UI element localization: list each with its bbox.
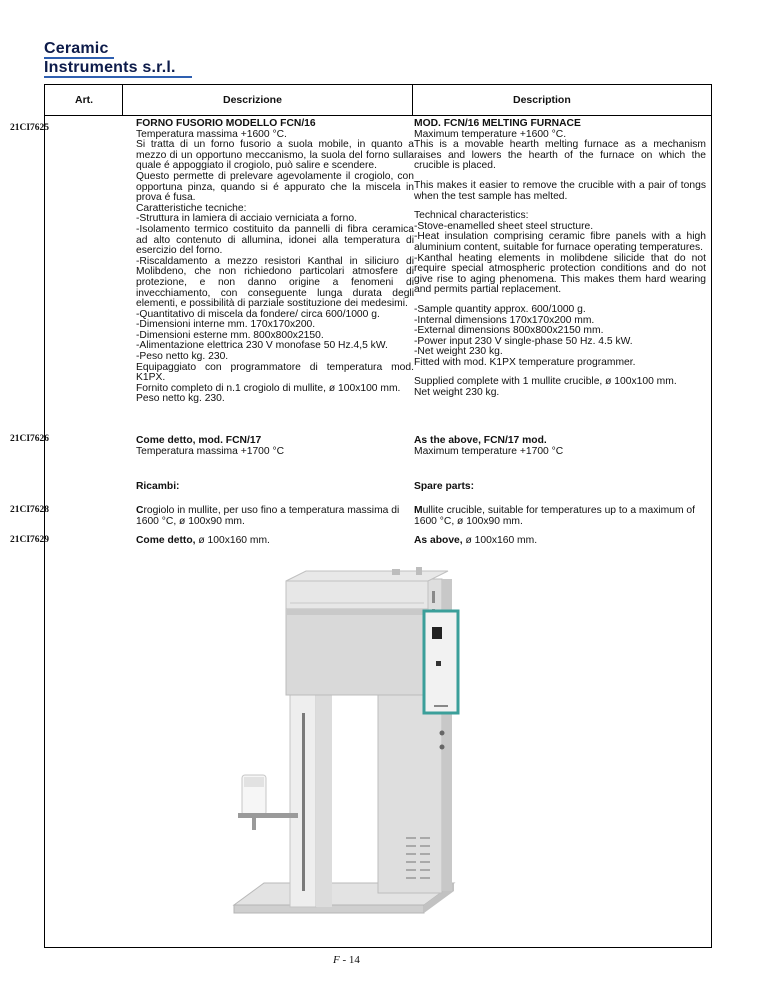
item-title: FORNO FUSORIO MODELLO FCN/16 <box>136 118 316 129</box>
row-2-descrizione <box>136 436 414 457</box>
text-paragraph: Supplied complete with 1 mullite crucible, ø 100x100 mm. <box>414 376 677 388</box>
text-paragraph: This makes it easier to remove the crucible with a pair of tongs when the test sample has melted. <box>414 179 706 202</box>
text-paragraph: Equipaggiato con programmatore di temperatura mod. K1PX. <box>136 361 414 384</box>
text-line: -Power input 230 V single-phase 50 Hz. 4.5 kW. <box>414 335 633 347</box>
art-code: 21CI7625 <box>10 123 50 133</box>
text-line: Temperatura massima +1600 °C. <box>136 128 287 140</box>
art-code: 21CI7629 <box>10 535 50 545</box>
text-line: Caratteristiche tecniche: <box>136 202 247 214</box>
item-title: As the above, FCN/17 mod. <box>414 435 547 446</box>
row-2-description <box>414 436 706 457</box>
text-line: -Peso netto kg. 230. <box>136 351 229 363</box>
furnace-photo <box>228 565 462 925</box>
text-line: Fitted with mod. K1PX temperature programmer. <box>414 356 636 368</box>
text-paragraph: rogiolo in mullite, per uso fino a temperatura massima di 1600 °C, ø 100x90 mm. <box>136 505 400 527</box>
text-line: -Dimensioni esterne mm. 800x800x2150. <box>136 329 324 341</box>
text-line: Maximum temperature +1600 °C. <box>414 128 567 140</box>
row-3-descrizione <box>136 506 414 527</box>
section-heading: Ricambi: <box>136 481 180 492</box>
text-paragraph: -Isolamento termico costituito da pannelli di fibra ceramica ad alto contenuto di allumina, idonei alla temperatura di esercizio del forno. <box>136 223 414 257</box>
item-title: MOD. FCN/16 MELTING FURNACE <box>414 118 581 129</box>
text-paragraph: ullite crucible, suitable for temperatures up to a maximum of 1600 °C, ø 100x90 mm. <box>414 505 695 527</box>
art-code: 21CI7626 <box>10 434 50 444</box>
row-1-descrizione <box>136 119 414 405</box>
text-line: -External dimensions 800x800x2150 mm. <box>414 325 604 337</box>
company-logo <box>44 40 214 82</box>
art-code: 21CI7628 <box>10 505 50 515</box>
text-paragraph: This is a movable hearth melting furnace as a mechanism raises and lowers the hearth of the furnace on which the crucible is placed. <box>414 139 706 172</box>
header-descrizione: Descrizione <box>223 94 282 106</box>
text-line: -Sample quantity approx. 600/1000 g. <box>414 303 586 315</box>
row-4-description <box>414 536 706 547</box>
table-header <box>45 85 711 116</box>
spare-parts-heading-en <box>414 482 706 493</box>
row-3-description <box>414 506 706 527</box>
text-paragraph: -Heat insulation comprising ceramic fibre panels with a high aluminium content, suitable for furnace operating temperatures. <box>414 231 706 253</box>
text-line: -Dimensioni interne mm. 170x170x200. <box>136 319 316 331</box>
text-line: Technical characteristics: <box>414 210 529 222</box>
item-title: As above, <box>414 535 463 546</box>
page-number-suffix: - 14 <box>339 954 360 966</box>
item-title: Come detto, <box>136 535 196 546</box>
row-1-description <box>414 119 706 399</box>
text-line: -Internal dimensions 170x170x200 mm. <box>414 314 595 326</box>
page-number-prefix: F <box>333 954 340 966</box>
header-divider-1 <box>122 85 123 115</box>
text-line: Temperatura massima +1700 °C <box>136 445 285 457</box>
text-line: -Stove-enamelled sheet steel structure. <box>414 220 594 232</box>
text-line: -Struttura in lamiera di acciaio verniciata a forno. <box>136 213 357 225</box>
text-line: -Quantitativo di miscela da fondere/ circa 600/1000 g. <box>136 308 380 320</box>
row-4-descrizione <box>136 536 414 547</box>
header-divider-2 <box>412 85 413 115</box>
text-line: ø 100x160 mm. <box>462 535 538 546</box>
text-line: Maximum temperature +1700 °C <box>414 445 564 457</box>
logo-line-1: Ceramic <box>44 40 109 57</box>
initial-letter: C <box>136 505 144 516</box>
header-description: Description <box>513 94 571 106</box>
text-paragraph: -Riscaldamento a mezzo resistori Kanthal in siliciuro di Molibdeno, che non richiedono particolari atmosfere di protezione, e non danno origine a fenomeni di invecchiamento, con conseguente lunga durata degli elementi, e possibilità di parziale sostituzione dei medesimi. <box>136 255 414 310</box>
text-line: -Net weight 230 kg. <box>414 346 503 358</box>
text-line: Net weight 230 kg. <box>414 387 500 399</box>
header-art: Art. <box>75 94 94 106</box>
logo-underline-2 <box>44 76 192 78</box>
text-paragraph: Questo permette di prelevare agevolamente il crogiolo, con opportuna pinza, quando si é appurato che la miscela in prova é fusa. <box>136 170 414 204</box>
text-line: Peso netto kg. 230. <box>136 393 225 405</box>
text-paragraph: Si tratta di un forno fusorio a suola mobile, in quanto a mezzo di un opportuno meccanismo, la suola del forno sulla quale é appoggiato il crogiolo, può salire e scendere. <box>136 139 414 172</box>
text-paragraph: -Kanthal heating elements in molibdene silicide that do not require special atmospheric protection conditions and do not give rise to aging phenomena. This makes them hard wearing and permits partial replacement. <box>414 252 706 296</box>
logo-line-2: Instruments s.r.l. <box>44 59 176 76</box>
page-number <box>333 954 360 966</box>
text-line: ø 100x160 mm. <box>195 535 270 546</box>
section-heading: Spare parts: <box>414 481 475 492</box>
initial-letter: M <box>414 505 423 516</box>
item-title: Come detto, mod. FCN/17 <box>136 435 262 446</box>
text-line: -Alimentazione elettrica 230 V monofase 50 Hz.4,5 kW. <box>136 340 388 352</box>
spare-parts-heading-it <box>136 482 414 493</box>
text-paragraph: Fornito completo di n.1 crogiolo di mullite, ø 100x100 mm. <box>136 382 401 394</box>
